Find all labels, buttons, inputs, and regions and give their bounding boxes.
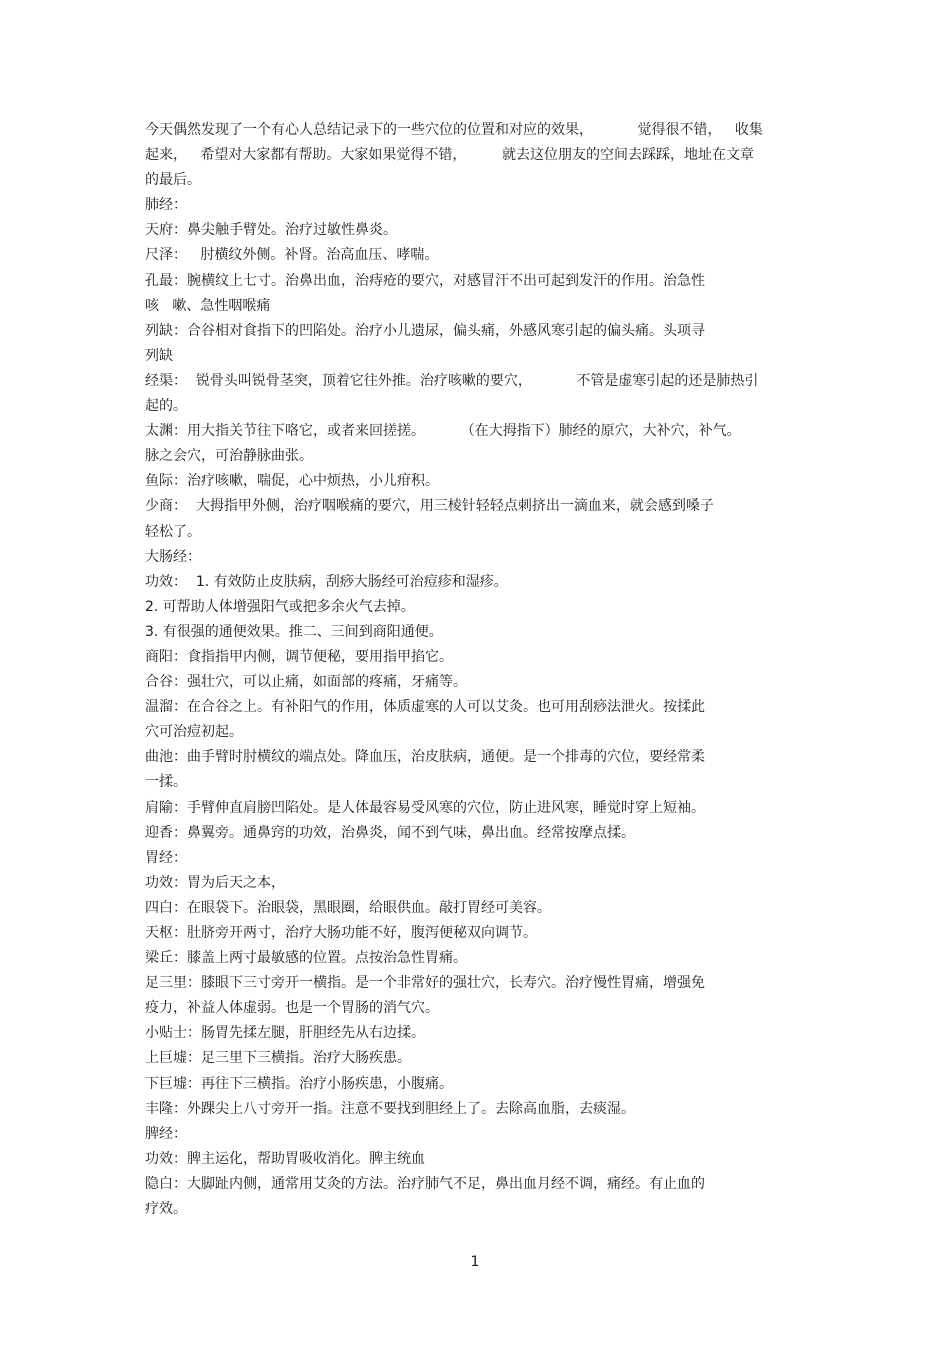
text-line: 功效：脾主运化，帮助胃吸收消化。脾主统血: [145, 1150, 425, 1167]
text-line: 四白：在眼袋下。治眼袋，黑眼圈，给眼供血。敲打胃经可美容。: [145, 899, 551, 916]
text-line: 列缺: [145, 347, 173, 364]
text-line: 疫力，补益人体虚弱。也是一个胃肠的消气穴。: [145, 1000, 439, 1017]
text-line: 足三里：膝眼下三寸旁开一横指。是一个非常好的强壮穴，长寿穴。治疗慢性胃痛，增强免: [145, 975, 705, 992]
text-line: 的最后。: [145, 172, 201, 189]
text-line: 2. 可帮助人体增强阳气或把多余火气去掉。: [145, 598, 415, 615]
text-line: 尺泽： 肘横纹外侧。补肾。治高血压、哮喘。: [145, 247, 439, 264]
text-line: 小贴士：肠胃先揉左腿，肝胆经先从右边揉。: [145, 1025, 425, 1042]
text-line: 咳 嗽、急性咽喉痛: [145, 297, 271, 314]
text-line: 肩隃：手臂伸直肩膀凹陷处。是人体最容易受风寒的穴位，防止进风寒，睡觉时穿上短袖。: [145, 799, 705, 816]
text-line: 商阳：食指指甲内侧，调节便秘，要用指甲掐它。: [145, 648, 453, 665]
document-body: [145, 118, 825, 1222]
text-line: 3. 有很强的通便效果。推二、三间到商阳通便。: [145, 623, 443, 640]
section-heading-large-intestine-meridian: 大肠经：: [145, 548, 201, 565]
text-line: 下巨墟：再往下三横指。治疗小肠疾患，小腹痛。: [145, 1075, 453, 1092]
text-line: 功效： 1. 有效防止皮肤病，刮痧大肠经可治痘疹和湿疹。: [145, 573, 508, 590]
text-line: 孔最：腕横纹上七寸。治鼻出血，治痔疮的要穴，对感冒汗不出可起到发汗的作用。治急性: [145, 272, 705, 289]
text-line: 一揉。: [145, 774, 187, 791]
text-line: 少商： 大拇指甲外侧，治疗咽喉痛的要穴，用三棱针轻轻点刺挤出一滴血来，就会感到嗓子: [145, 498, 714, 515]
page-number: 1: [470, 1254, 480, 1270]
text-line: 轻松了。: [145, 523, 201, 540]
text-line: 鱼际：治疗咳嗽，喘促，心中烦热，小儿疳积。: [145, 473, 439, 490]
text-line: 起的。: [145, 398, 187, 415]
text-line: 迎香：鼻翼旁。通鼻窍的功效，治鼻炎，闻不到气味，鼻出血。经常按摩点揉。: [145, 824, 635, 841]
section-heading-spleen-meridian: 脾经：: [145, 1125, 187, 1142]
text-line: 梁丘：膝盖上两寸最敏感的位置。点按治急性胃痛。: [145, 950, 467, 967]
text-line: 丰隆：外踝尖上八寸旁开一指。注意不要找到胆经上了。去除高血脂，去痰湿。: [145, 1100, 635, 1117]
text-line: 太渊：用大指关节往下咯它，或者来回搓搓。 （在大拇指下）肺经的原穴，大补穴，补气。: [145, 423, 741, 440]
text-line: 列缺：合谷相对食指下的凹陷处。治疗小儿遗尿，偏头痛，外感风寒引起的偏头痛。头项寻: [145, 322, 705, 339]
text-line: 起来， 希望对大家都有帮助。大家如果觉得不错， 就去这位朋友的空间去踩踩，地址在文章: [145, 147, 754, 164]
text-line: 今天偶然发现了一个有心人总结记录下的一些穴位的位置和对应的效果， 觉得很不错， 收集: [145, 122, 763, 138]
text-line: 上巨墟：足三里下三横指。治疗大肠疾患。: [145, 1050, 411, 1067]
text-line: 合谷：强壮穴，可以止痛，如面部的疼痛，牙痛等。: [145, 674, 467, 691]
text-line: 天府：鼻尖触手臂处。治疗过敏性鼻炎。: [145, 222, 397, 239]
text-line: 隐白：大脚趾内侧，通常用艾灸的方法。治疗肺气不足，鼻出血月经不调，痛经。有止血的: [145, 1175, 705, 1192]
text-line: 曲池：曲手臂时肘横纹的端点处。降血压，治皮肤病，通便。是一个排毒的穴位，要经常柔: [145, 749, 705, 766]
text-line: 疗效。: [145, 1201, 187, 1218]
text-line: 天枢：肚脐旁开两寸，治疗大肠功能不好，腹泻便秘双向调节。: [145, 925, 537, 941]
text-line: 脉之会穴，可治静脉曲张。: [145, 448, 313, 465]
text-line: 穴可治痘初起。: [145, 724, 243, 741]
text-line: 温溜：在合谷之上。有补阳气的作用，体质虚寒的人可以艾灸。也可用刮痧法泄火。按揉此: [145, 699, 705, 716]
text-line: 经渠： 锐骨头叫锐骨茎突，顶着它往外推。治疗咳嗽的要穴， 不管是虚寒引起的还是肺热引: [145, 372, 759, 389]
section-heading-lung-meridian: 肺经：: [145, 197, 187, 214]
section-heading-stomach-meridian: 胃经：: [145, 849, 187, 866]
text-line: 功效：胃为后天之本，: [145, 874, 285, 891]
